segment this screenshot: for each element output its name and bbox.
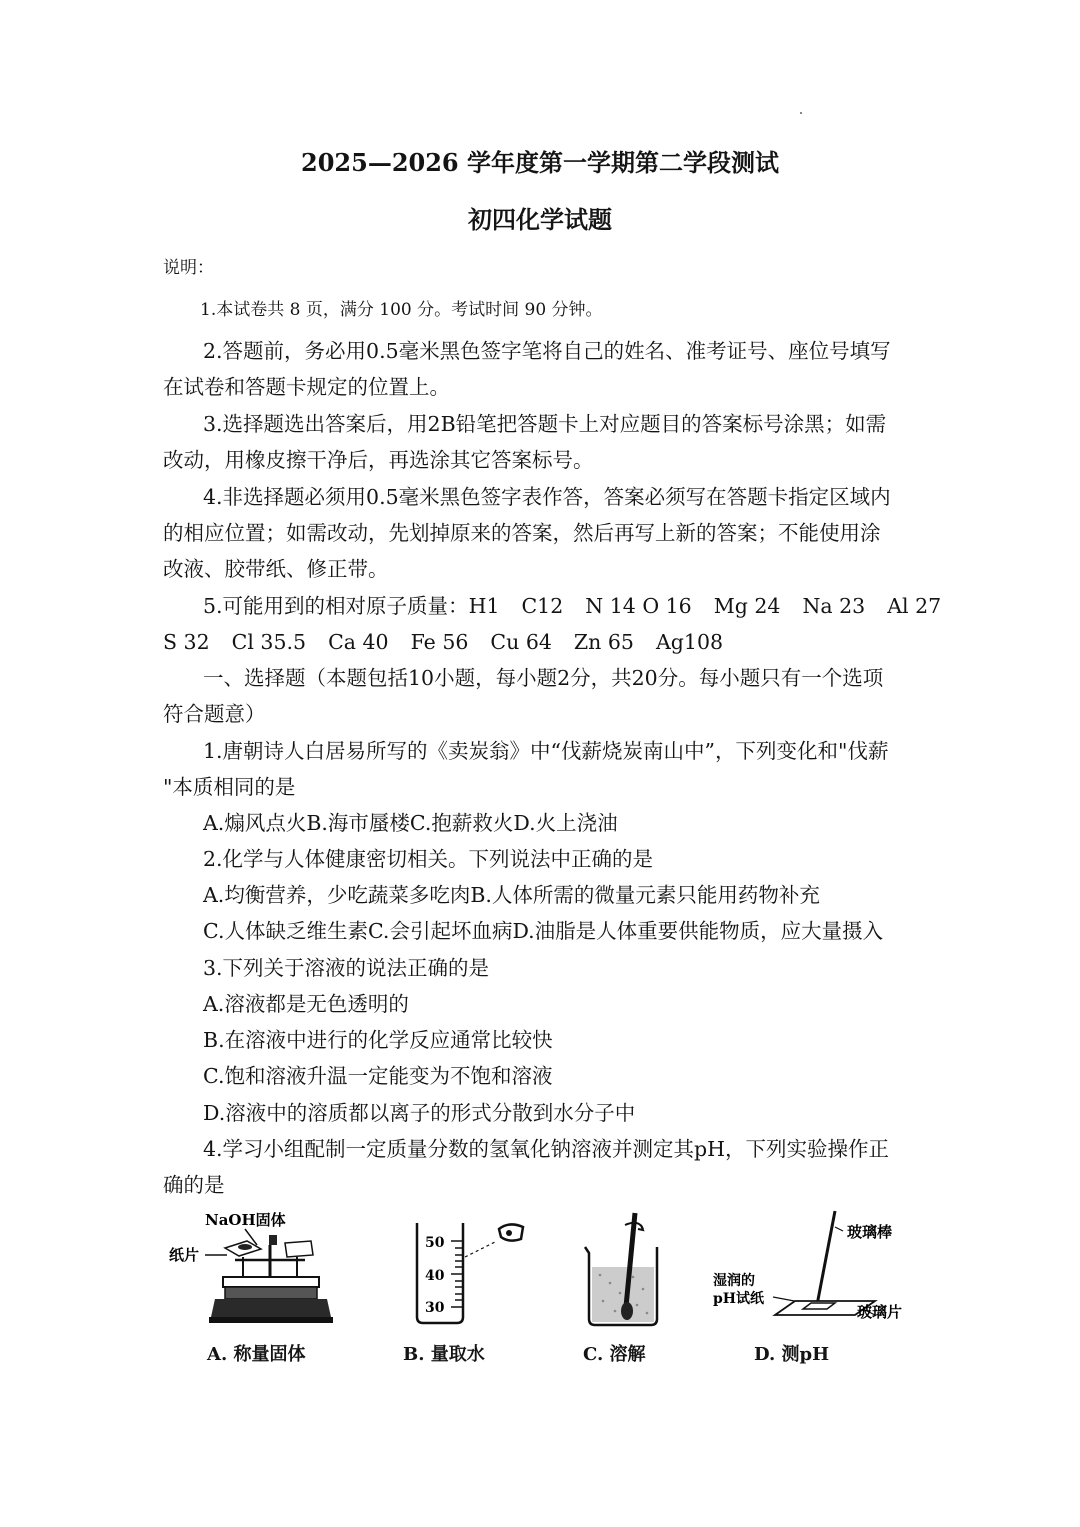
atomic-mass: Ca 40 xyxy=(328,630,389,654)
figure-b-tick-40: 40 xyxy=(425,1268,445,1284)
figure-d-label-paper-1: 湿润的 xyxy=(713,1273,755,1289)
atomic-mass: Zn 65 xyxy=(573,630,634,654)
q3-option-d: D.溶液中的溶质都以离子的形式分散到水分子中 xyxy=(203,1101,636,1125)
q1-stem-line2: "本质相同的是 xyxy=(163,775,296,799)
atomic-mass: Al 27 xyxy=(887,594,942,618)
instruction-4-line1: 4.非选择题必须用0.5毫米黑色签字表作答，答案必须写在答题卡指定区域内 xyxy=(203,485,891,509)
q4-stem-line1: 4.学习小组配制一定质量分数的氢氧化钠溶液并测定其pH，下列实验操作正 xyxy=(203,1137,890,1161)
instruction-3-line2: 改动，用橡皮擦干净后，再选涂其它答案标号。 xyxy=(163,448,594,472)
figure-a-balance xyxy=(165,1205,335,1335)
figure-d-label-paper-2: pH试纸 xyxy=(713,1291,765,1307)
instructions-label: 说明： xyxy=(163,258,214,278)
figure-d-caption: D. 测pH xyxy=(754,1344,830,1365)
q3-option-c: C.饱和溶液升温一定能变为不饱和溶液 xyxy=(203,1064,553,1088)
atomic-mass: H1 xyxy=(468,594,500,618)
q3-option-b: B.在溶液中进行的化学反应通常比较快 xyxy=(203,1028,553,1052)
instruction-3-line1: 3.选择题选出答案后，用2B铅笔把答题卡上对应题目的答案标号涂黑；如需 xyxy=(203,412,887,436)
figure-d-label-plate: 玻璃片 xyxy=(857,1303,903,1321)
q2-options-line2: C.人体缺乏维生素C.会引起坏血病D.油脂是人体重要供能物质，应大量摄入 xyxy=(203,919,884,943)
figure-a-label-paper: 纸片 xyxy=(169,1246,200,1264)
atomic-mass: S 32 xyxy=(163,630,210,654)
q1-stem-line1: 1.唐朝诗人白居易所写的《卖炭翁》中“伐薪烧炭南山中”，下列变化和"伐薪 xyxy=(203,739,889,763)
q2-options-line1: A.均衡营养，少吃蔬菜多吃肉B.人体所需的微量元素只能用药物补充 xyxy=(203,883,820,907)
atomic-mass: Na 23 xyxy=(802,594,866,618)
figure-d-ph-test xyxy=(705,1205,915,1335)
q4-stem-line2: 确的是 xyxy=(163,1173,225,1197)
q1-options: A.煽风点火B.海市蜃楼C.抱薪救火D.火上浇油 xyxy=(203,811,618,835)
exam-title: 2025—2026 学年度第一学期第二学段测试 xyxy=(301,148,779,177)
exam-subtitle: 初四化学试题 xyxy=(468,205,612,234)
atomic-mass: C12 xyxy=(521,594,564,618)
instruction-4-line2: 的相应位置；如需改动，先划掉原来的答案，然后再写上新的答案；不能使用涂 xyxy=(163,521,881,545)
scan-speck xyxy=(800,112,802,114)
figure-a-caption: A. 称量固体 xyxy=(207,1344,306,1365)
atomic-mass: Fe 56 xyxy=(410,630,469,654)
instruction-5-line1 xyxy=(203,593,941,619)
instruction-2-line2: 在试卷和答题卡规定的位置上。 xyxy=(163,375,450,399)
figure-b-caption: B. 量取水 xyxy=(403,1344,485,1365)
figure-c-caption: C. 溶解 xyxy=(583,1344,646,1365)
figure-c-beaker xyxy=(575,1205,675,1335)
atomic-mass-intro: 5.可能用到的相对原子质量： xyxy=(203,594,469,618)
figure-a-label-naoh: NaOH固体 xyxy=(205,1211,286,1229)
figure-b-tick-30: 30 xyxy=(425,1300,445,1316)
section-heading-line2: 符合题意） xyxy=(163,702,266,726)
atomic-mass: Ag108 xyxy=(655,630,724,654)
instruction-1: 1.本试卷共 8 页，满分 100 分。考试时间 90 分钟。 xyxy=(200,300,603,320)
q3-option-a: A.溶液都是无色透明的 xyxy=(203,992,409,1016)
atomic-mass: Cu 64 xyxy=(490,630,552,654)
q3-stem: 3.下列关于溶液的说法正确的是 xyxy=(203,956,490,980)
section-heading-line1: 一、选择题（本题包括10小题，每小题2分，共20分。每小题只有一个选项 xyxy=(203,666,884,690)
instruction-5-line2 xyxy=(163,629,723,655)
atomic-mass: Cl 35.5 xyxy=(231,630,307,654)
figure-b-cylinder xyxy=(405,1205,545,1335)
instruction-4-line3: 改液、胶带纸、修正带。 xyxy=(163,557,389,581)
instruction-2-line1: 2.答题前，务必用0.5毫米黑色签字笔将自己的姓名、准考证号、座位号填写 xyxy=(203,339,891,363)
figure-b-tick-50: 50 xyxy=(425,1235,445,1251)
q2-stem: 2.化学与人体健康密切相关。下列说法中正确的是 xyxy=(203,847,654,871)
atomic-mass: Mg 24 xyxy=(713,594,781,618)
figure-d-label-rod: 玻璃棒 xyxy=(847,1223,893,1241)
atomic-mass: N 14 O 16 xyxy=(585,594,692,618)
